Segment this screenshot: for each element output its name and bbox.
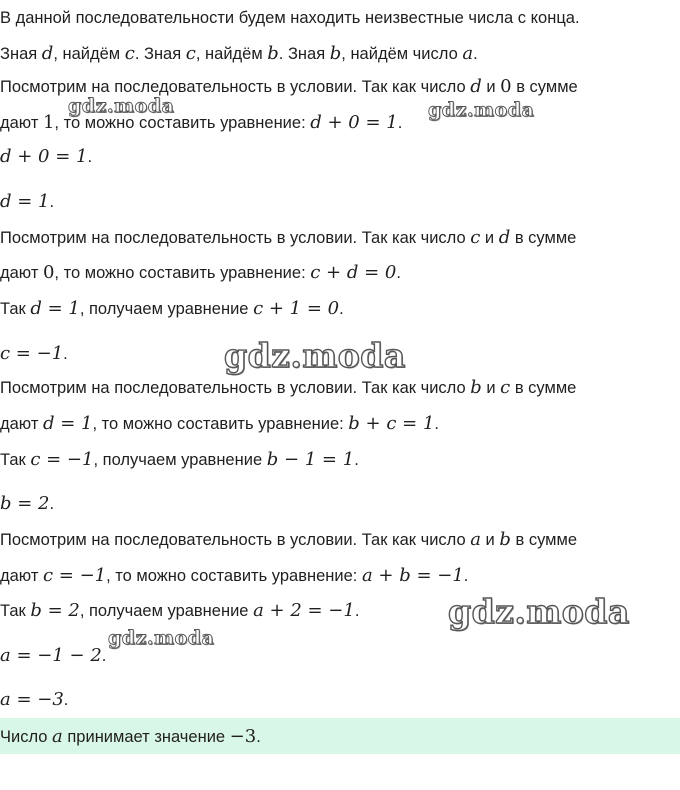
step-c-sentence: Посмотрим на последовательность в условии. Так как число c и d в сумме xyxy=(0,227,577,248)
equation-line: c = −1. xyxy=(0,343,68,364)
watermark: gdz.moda xyxy=(224,336,406,375)
watermark: gdz.moda xyxy=(68,95,175,117)
step-a-equation-sentence: дают c = −1, то можно составить уравнение: a + b = −1. xyxy=(0,565,469,586)
step-b-substitution: Так c = −1, получаем уравнение b − 1 = 1. xyxy=(0,449,359,470)
equation-line: a = −1 − 2. xyxy=(0,645,107,666)
step-d-sentence: Посмотрим на последовательность в условии. Так как число d и 0 в сумме xyxy=(0,76,578,97)
step-a-sentence: Посмотрим на последовательность в условии. Так как число a и b в сумме xyxy=(0,529,578,550)
watermark: gdz.moda xyxy=(448,592,630,631)
solution-plan: Зная d, найдём c. Зная c, найдём b. Зная b, найдём число a. xyxy=(0,43,478,64)
step-b-sentence: Посмотрим на последовательность в условии. Так как число b и c в сумме xyxy=(0,377,577,398)
equation-line: b = 2. xyxy=(0,493,55,514)
answer-text: Число a принимает значение −3. xyxy=(0,726,261,747)
step-c-substitution: Так d = 1, получаем уравнение c + 1 = 0. xyxy=(0,298,344,319)
equation-line: a = −3. xyxy=(0,689,69,710)
step-d-equation-sentence: дают 1, то можно составить уравнение: d + 0 = 1. xyxy=(0,112,403,133)
equation-line: d + 0 = 1. xyxy=(0,146,93,167)
step-c-equation-sentence: дают 0, то можно составить уравнение: c + d = 0. xyxy=(0,262,401,283)
step-a-substitution: Так b = 2, получаем уравнение a + 2 = −1. xyxy=(0,600,360,621)
watermark: gdz.moda xyxy=(428,99,535,121)
watermark: gdz.moda xyxy=(108,627,215,649)
equation-line: d = 1. xyxy=(0,191,55,212)
step-b-equation-sentence: дают d = 1, то можно составить уравнение: b + c = 1. xyxy=(0,413,439,434)
solution-intro: В данной последовательности будем находить неизвестные числа с конца. xyxy=(0,9,580,27)
